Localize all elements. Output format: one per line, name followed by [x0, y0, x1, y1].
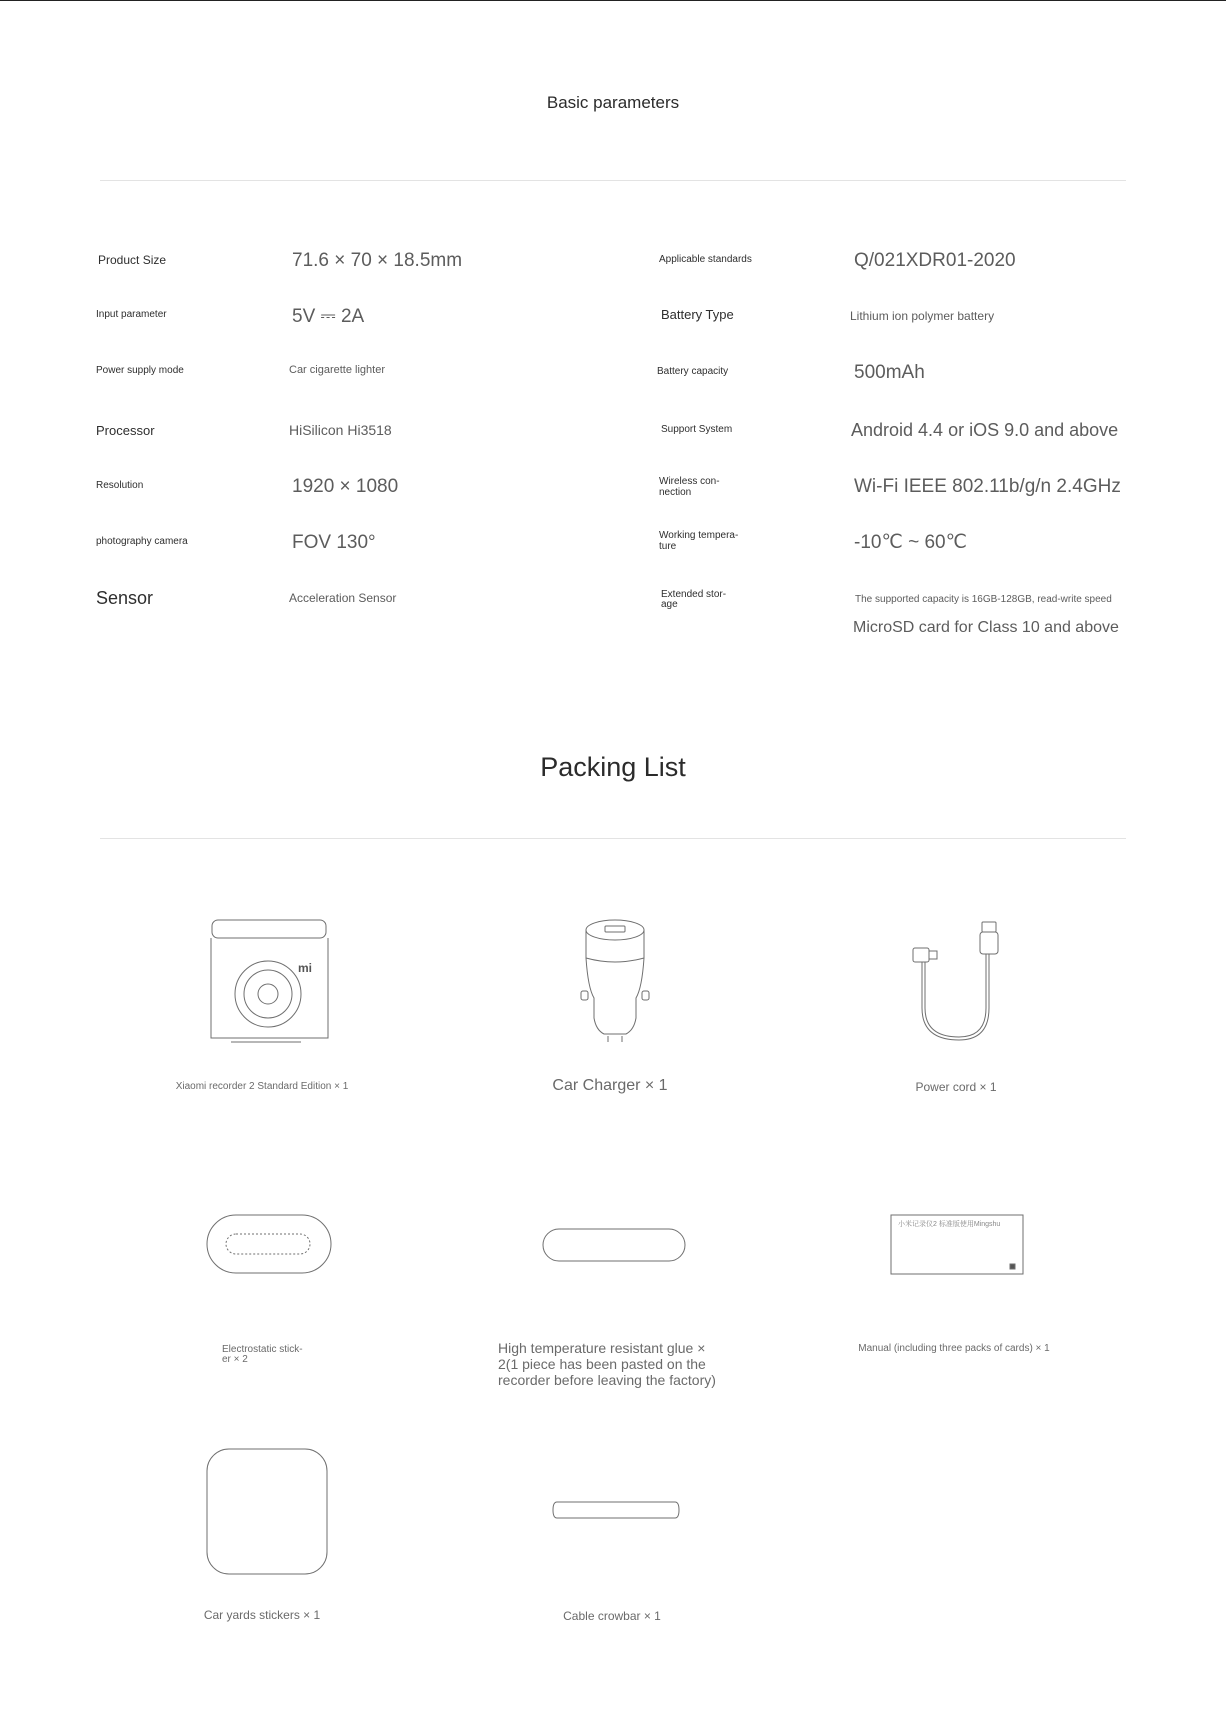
packing-caption-cable-crowbar: Cable crowbar × 1	[563, 1609, 661, 1623]
packing-list-divider	[100, 838, 1126, 839]
manual-icon	[890, 1214, 1024, 1276]
packing-caption-car-sticker: Car yards stickers × 1	[203, 1608, 321, 1622]
mi-logo: mi	[298, 961, 313, 975]
caption-line: Electrostatic stick-	[222, 1344, 303, 1355]
param-value-battery-capacity: 500mAh	[854, 362, 925, 383]
param-value-power-supply-mode: Car cigarette lighter	[289, 364, 385, 376]
param-label-power-supply-mode: Power supply mode	[96, 365, 184, 376]
packing-list-title: Packing List	[540, 752, 686, 782]
param-value-resolution: 1920 × 1080	[292, 476, 399, 497]
param-value-processor: HiSilicon Hi3518	[289, 422, 392, 438]
param-label-processor: Processor	[96, 423, 155, 438]
dashcam-icon	[206, 916, 332, 1044]
top-border	[0, 0, 1226, 1]
param-label-line: ture	[659, 541, 677, 552]
param-value-photography-camera: FOV 130°	[292, 532, 376, 553]
param-value-battery-type: Lithium ion polymer battery	[850, 309, 995, 323]
param-label-sensor: Sensor	[96, 588, 154, 608]
glue-strip-icon	[542, 1228, 686, 1264]
param-value-wireless-connection: Wi-Fi IEEE 802.11b/g/n 2.4GHz	[854, 476, 1121, 497]
packing-caption-manual: Manual (including three packs of cards) × 1	[858, 1343, 1050, 1354]
param-value-product-size: 71.6 × 70 × 18.5mm	[292, 250, 463, 271]
param-value-support-system: Android 4.4 or iOS 9.0 and above	[851, 420, 1119, 440]
param-label-input-parameter: Input parameter	[96, 309, 167, 320]
car-sticker-icon	[206, 1448, 330, 1576]
car-charger-icon	[580, 918, 650, 1044]
packing-caption-car-charger: Car Charger × 1	[552, 1077, 668, 1094]
param-value-extended-storage-line1: The supported capacity is 16GB-128GB, read-write speed	[855, 594, 1112, 605]
param-label-support-system: Support System	[661, 424, 733, 435]
caption-line: 2(1 piece has been pasted on the	[498, 1356, 706, 1372]
param-value-applicable-standards: Q/021XDR01-2020	[854, 250, 1016, 271]
param-value-extended-storage-line2: MicroSD card for Class 10 and above	[853, 619, 1119, 636]
caption-line: er × 2	[222, 1354, 248, 1365]
param-value-input-parameter: 5V ⎓ 2A	[292, 306, 365, 327]
param-label-applicable-standards: Applicable standards	[659, 254, 752, 265]
param-label-photography-camera: photography camera	[96, 536, 188, 547]
param-label-line: Wireless con-	[659, 476, 720, 487]
caption-line: recorder before leaving the factory)	[498, 1372, 716, 1388]
param-value-sensor: Acceleration Sensor	[289, 591, 397, 605]
param-label-line: age	[661, 599, 678, 610]
basic-parameters-title: Basic parameters	[546, 93, 680, 112]
param-label-battery-type: Battery Type	[661, 307, 734, 322]
cable-crowbar-icon	[551, 1500, 681, 1522]
param-value-working-temperature: -10℃ ~ 60℃	[854, 532, 967, 553]
manual-card-text: 小米记录仪2 标准版使用Mingshu	[898, 1221, 1001, 1228]
power-cord-icon	[910, 918, 1006, 1044]
packing-caption-dashcam: Xiaomi recorder 2 Standard Edition × 1	[175, 1081, 349, 1092]
basic-parameters-divider	[100, 180, 1126, 181]
param-label-product-size: Product Size	[98, 253, 167, 267]
caption-line: High temperature resistant glue ×	[498, 1340, 706, 1356]
param-label-line: Working tempera-	[659, 530, 739, 541]
param-label-line: nection	[659, 487, 692, 498]
param-label-line: Extended stor-	[661, 589, 727, 600]
param-label-battery-capacity: Battery capacity	[657, 366, 729, 377]
packing-caption-power-cord: Power cord × 1	[915, 1080, 997, 1094]
electrostatic-sticker-icon	[206, 1214, 332, 1276]
param-label-resolution: Resolution	[96, 480, 144, 491]
